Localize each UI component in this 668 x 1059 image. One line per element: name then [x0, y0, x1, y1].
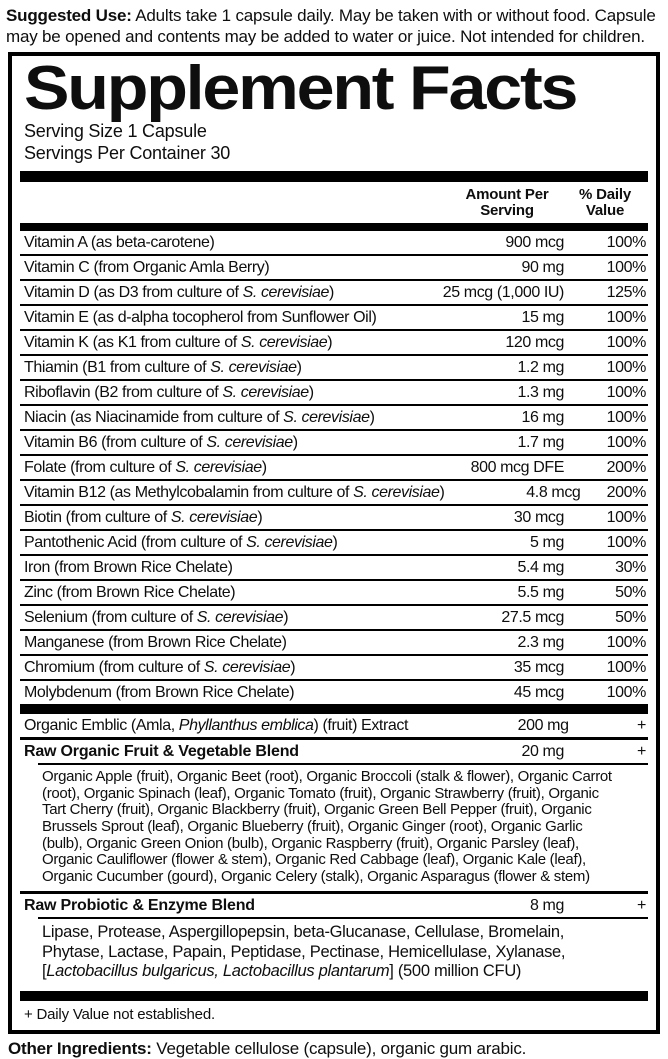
row-daily-value: 100%: [606, 259, 646, 277]
row-amount: 5.4 mg: [517, 559, 564, 577]
row-daily-value: 100%: [606, 334, 646, 352]
row-name: Vitamin C (from Organic Amla Berry): [24, 259, 270, 277]
row-name: Niacin (as Niacinamide from culture of S. cerevisiae): [24, 409, 375, 427]
divider-bar-top: [20, 171, 648, 182]
table-row: [20, 631, 648, 656]
blend-ingredients: Lipase, Protease, Aspergillopepsin, beta-Glucanase, Cellulase, Bromelain, Phytase, Lactase, Papain, Peptidase, Pectinase, Hemicellulase, Xylanase, [Lactobacillus bulgaricus, Lactobacillus plantarum] (500 million CFU): [42, 923, 566, 981]
row-daily-value: 100%: [606, 234, 646, 252]
row-amount: 2.3 mg: [517, 634, 564, 652]
table-row: [20, 894, 648, 917]
row-amount: 90 mg: [521, 259, 564, 277]
row-name: Vitamin B6 (from culture of S. cerevisiae): [24, 434, 298, 452]
suggested-use-label: Suggested Use:: [6, 6, 132, 25]
table-row: [20, 681, 648, 704]
row-name: Chromium (from culture of S. cerevisiae): [24, 659, 296, 677]
row-name: Zinc (from Brown Rice Chelate): [24, 584, 236, 602]
amount-per-serving-header: [394, 187, 564, 219]
blend-ingredients: Organic Apple (fruit), Organic Beet (root), Organic Broccoli (stalk & flower), Organic Carrot (root), Organic Spinach (leaf), Organic Tomato (fruit), Organic Strawberry (fruit), Organic Tart Cherry (fruit), Organic Blackberry (fruit), Organic Green Bell Pepper (fruit), Organic Brussels Sprout (leaf), Organic Blueberry (fruit), Organic Ginger (root), Organic Garlic (bulb), Organic Green Onion (bulb), Organic Raspberry (fruit), Organic Parsley (leaf), Organic Cauliflower (flower & stem), Organic Red Cabbage (leaf), Organic Kale (leaf), Organic Cucumber (gourd), Organic Celery (stalk), Organic Asparagus (flower & stem): [42, 768, 612, 885]
row-daily-value: 100%: [606, 384, 646, 402]
dv-header-line2: Value: [585, 201, 625, 219]
row-amount: 16 mg: [521, 409, 564, 427]
table-row: [20, 714, 648, 737]
row-amount: 35 mcg: [513, 659, 564, 677]
row-amount: 1.7 mg: [517, 434, 564, 452]
row-name: Biotin (from culture of S. cerevisiae): [24, 509, 263, 527]
row-daily-value: +: [637, 897, 646, 915]
row-name: Manganese (from Brown Rice Chelate): [24, 634, 287, 652]
row-daily-value: +: [637, 717, 646, 735]
row-name: Selenium (from culture of S. cerevisiae): [24, 609, 289, 627]
table-row: [20, 331, 648, 356]
divider-bar-footnote: [20, 991, 648, 1001]
row-amount: 30 mcg: [513, 509, 564, 527]
row-amount: 27.5 mcg: [501, 609, 564, 627]
divider-bar-header: [20, 223, 648, 231]
row-amount: 20 mg: [521, 743, 564, 761]
table-row: [20, 356, 648, 381]
table-row: [20, 431, 648, 456]
row-daily-value: 30%: [615, 559, 646, 577]
table-row: [20, 381, 648, 406]
table-row: [20, 481, 648, 506]
row-name: Vitamin K (as K1 from culture of S. cerevisiae): [24, 334, 333, 352]
row-daily-value: 100%: [606, 634, 646, 652]
table-row: [20, 581, 648, 606]
blend-block: [20, 891, 648, 991]
other-ingredients-label: Other Ingredients:: [8, 1038, 152, 1058]
row-name: Vitamin E (as d-alpha tocopherol from Sunflower Oil): [24, 309, 377, 327]
blend-block: [20, 737, 648, 891]
table-row: [20, 606, 648, 631]
suggested-use: [0, 0, 668, 52]
row-daily-value: 100%: [606, 309, 646, 327]
row-amount: 200 mg: [517, 717, 569, 735]
divider-bar-blends: [20, 704, 648, 714]
row-name: Raw Probiotic & Enzyme Blend: [24, 897, 255, 915]
amount-header-line1: Amount Per: [465, 185, 549, 203]
other-ingredients: [8, 1039, 660, 1059]
row-daily-value: 100%: [606, 659, 646, 677]
row-amount: 800 mcg DFE: [470, 459, 564, 477]
row-daily-value: 50%: [615, 609, 646, 627]
serving-size: Serving Size 1 Capsule: [24, 121, 207, 142]
row-name: Raw Organic Fruit & Vegetable Blend: [24, 743, 299, 761]
table-row: [20, 256, 648, 281]
row-amount: 5 mg: [530, 534, 564, 552]
row-daily-value: 100%: [606, 684, 646, 702]
amount-header-line2: Serving: [480, 201, 534, 219]
row-amount: 15 mg: [521, 309, 564, 327]
row-name: Vitamin A (as beta-carotene): [24, 234, 215, 252]
supplement-facts-panel: [8, 52, 660, 1034]
table-row: [20, 456, 648, 481]
panel-title: Supplement Facts: [24, 53, 577, 123]
table-row: [20, 281, 648, 306]
row-amount: 1.2 mg: [517, 359, 564, 377]
row-name: Folate (from culture of S. cerevisiae): [24, 459, 267, 477]
blend-rows: [20, 714, 648, 991]
row-name: Organic Emblic (Amla, Phyllanthus emblica) (fruit) Extract: [24, 717, 409, 735]
row-amount: 5.5 mg: [517, 584, 564, 602]
table-row: [20, 506, 648, 531]
row-name: Vitamin D (as D3 from culture of S. cerevisiae): [24, 284, 334, 302]
row-amount: 1.3 mg: [517, 384, 564, 402]
daily-value-header: [564, 187, 648, 219]
row-daily-value: 100%: [606, 359, 646, 377]
row-name: Vitamin B12 (as Methylcobalamin from culture of S. cerevisiae): [24, 484, 445, 502]
row-daily-value: 200%: [606, 459, 646, 477]
row-daily-value: 100%: [606, 509, 646, 527]
row-daily-value: 125%: [606, 284, 646, 302]
dv-header-line1: % Daily: [579, 185, 631, 203]
row-amount: 4.8 mcg: [526, 484, 581, 502]
row-amount: 25 mcg (1,000 IU): [442, 284, 564, 302]
row-amount: 900 mcg: [505, 234, 564, 252]
row-daily-value: 100%: [606, 409, 646, 427]
nutrient-rows: [20, 231, 648, 704]
row-daily-value: 50%: [615, 584, 646, 602]
row-daily-value: 100%: [606, 534, 646, 552]
servings-per-container: Servings Per Container 30: [24, 142, 231, 163]
row-name: Iron (from Brown Rice Chelate): [24, 559, 233, 577]
other-ingredients-text: Vegetable cellulose (capsule), organic gum arabic.: [151, 1038, 527, 1058]
table-header: [20, 182, 648, 223]
blend-block: [20, 714, 648, 737]
footnote: + Daily Value not established.: [24, 1005, 215, 1023]
row-name: Pantothenic Acid (from culture of S. cerevisiae): [24, 534, 338, 552]
row-name: Molybdenum (from Brown Rice Chelate): [24, 684, 295, 702]
suggested-use-text: Adults take 1 capsule daily. May be taken with or without food. Capsule may be opened and contents may be added to water or juice. Not intended for children.: [6, 6, 656, 47]
row-name: Riboflavin (B2 from culture of S. cerevisiae): [24, 384, 314, 402]
row-amount: 45 mcg: [513, 684, 564, 702]
table-row: [20, 531, 648, 556]
table-row: [20, 306, 648, 331]
row-daily-value: 200%: [606, 484, 646, 502]
row-daily-value: 100%: [606, 434, 646, 452]
table-row: [20, 740, 648, 763]
table-row: [20, 406, 648, 431]
row-daily-value: +: [637, 743, 646, 761]
row-amount: 120 mcg: [505, 334, 564, 352]
table-row: [20, 556, 648, 581]
row-name: Thiamin (B1 from culture of S. cerevisiae): [24, 359, 302, 377]
table-row: [20, 231, 648, 256]
row-amount: 8 mg: [530, 897, 564, 915]
table-row: [20, 656, 648, 681]
